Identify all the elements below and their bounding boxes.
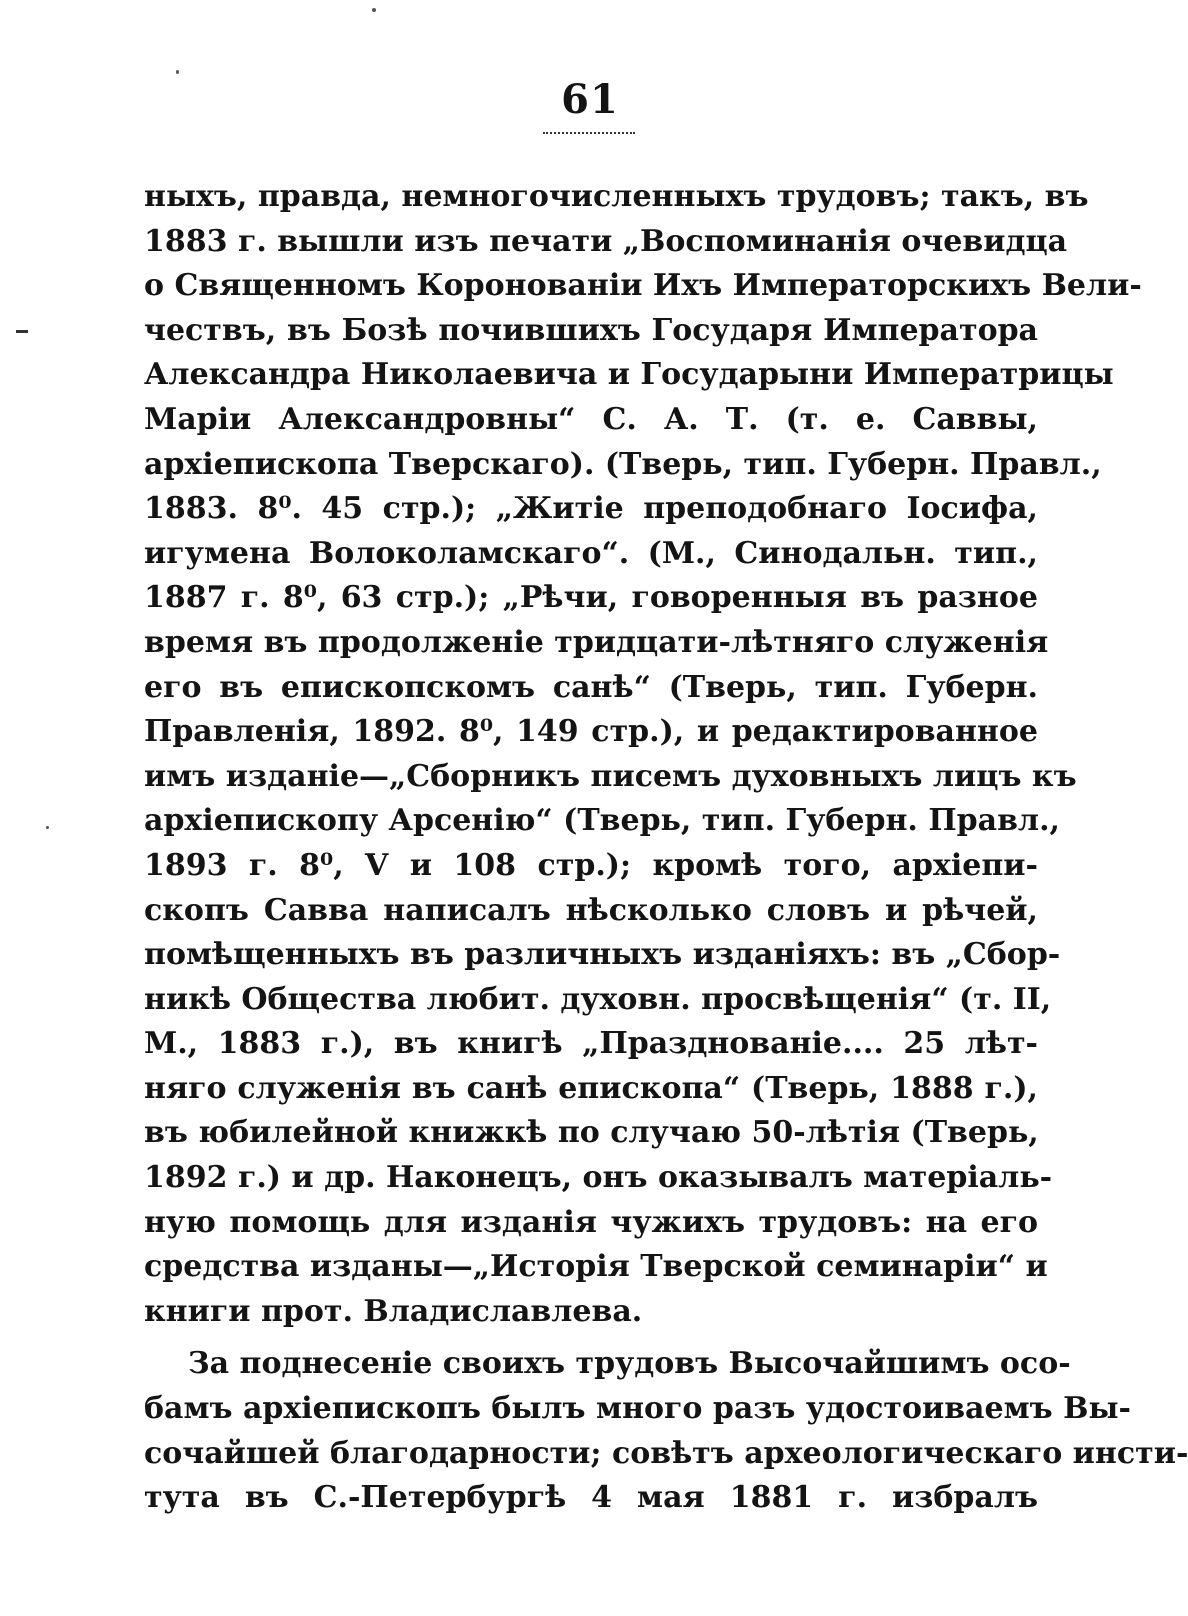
text-line: игумена Волоколамскаго“. (М., Синодальн. тип., [144,535,1038,571]
paragraph-1 [144,175,1142,1334]
speck [372,8,376,12]
text-line: ныхъ, правда, немногочисленныхъ трудовъ; такъ, въ [144,179,1089,214]
text-line: 1892 г.) и др. Наконецъ, онъ оказывалъ матеріаль- [144,1160,1053,1196]
text-line: его въ епископскомъ санѣ“ (Тверь, тип. Губерн. [144,669,1038,705]
text-line: Правленія, 1892. 8⁰, 149 стр.), и редактированное [144,714,1038,750]
paragraph-gap [144,1334,1038,1342]
text-line: За поднесеніе своихъ трудовъ Высочайшимъ осо- [188,1346,1071,1382]
text-line: 1893 г. 8⁰, V и 108 стр.); кромѣ того, архіепи- [144,847,1038,883]
text-line: архіепископа Тверскаго). (Тверь, тип. Губерн. Правл., [144,446,1102,482]
text-line: о Священномъ Короновaніи Ихъ Императорскихъ Вели- [144,268,1142,304]
text-line: чествъ, въ Бозѣ почившихъ Государя Императора [144,312,1038,348]
text-line: Александра Николаевича и Государыни Императрицы [144,357,1114,393]
text-line: 1887 г. 8⁰, 63 стр.); „Рѣчи, говоренныя въ разное [144,580,1038,616]
text-line: М., 1883 г.), въ книгѣ „Празднованіе.... 25 лѣт- [144,1026,1038,1062]
text-line: 1883 г. вышли изъ печати „Воспоминанія очевидца [144,223,1068,259]
text-line: книги прот. Владиславлева. [144,1293,643,1329]
margin-mark [16,330,28,333]
text-line: бамъ архіепископъ былъ много разъ удостоиваемъ Вы- [144,1391,1131,1427]
text-line: сочайшей благодарности; совѣтъ археологическаго инсти- [144,1435,1188,1471]
text-line: тута въ С.-Петербургѣ 4 мая 1881 г. избралъ [144,1480,1038,1516]
text-body [144,175,1188,1521]
text-line: время въ продолженіе тридцати-лѣтняго служенія [144,624,1049,660]
text-line: имъ изданіе—„Сборникъ писемъ духовныхъ лицъ къ [144,758,1077,794]
paragraph-2 [144,1342,1188,1520]
text-line: 1883. 8⁰. 45 стр.); „Житіе преподобнаго Іосифа, [144,491,1038,527]
text-line: архіепископу Арсенію“ (Тверь, тип. Губерн. Правл., [144,803,1060,839]
page-number: 61 [561,76,619,123]
speck [46,826,49,829]
text-line: помѣщенныхъ въ различныхъ изданіяхъ: въ „Сбор- [144,937,1061,973]
text-line: никѣ Общества любит. духовн. просвѣщенія“ (т. II, [144,981,1052,1017]
text-line: ную помощь для изданія чужихъ трудовъ: на его [144,1204,1038,1240]
text-line: скопъ Савва написалъ нѣсколько словъ и рѣчей, [144,892,1038,928]
page-number-rule [543,132,635,134]
text-line: въ юбилейной книжкѣ по случаю 50-лѣтія (Тверь, [144,1115,1039,1151]
text-line: Маріи Александровны“ С. А. Т. (т. е. Саввы, [144,401,1038,437]
speck [176,70,179,74]
text-line: няго служенія въ санѣ епископа“ (Тверь, 1888 г.), [144,1070,1038,1106]
text-line: средства изданы—„Исторія Тверской семинаріи“ и [144,1249,1048,1285]
